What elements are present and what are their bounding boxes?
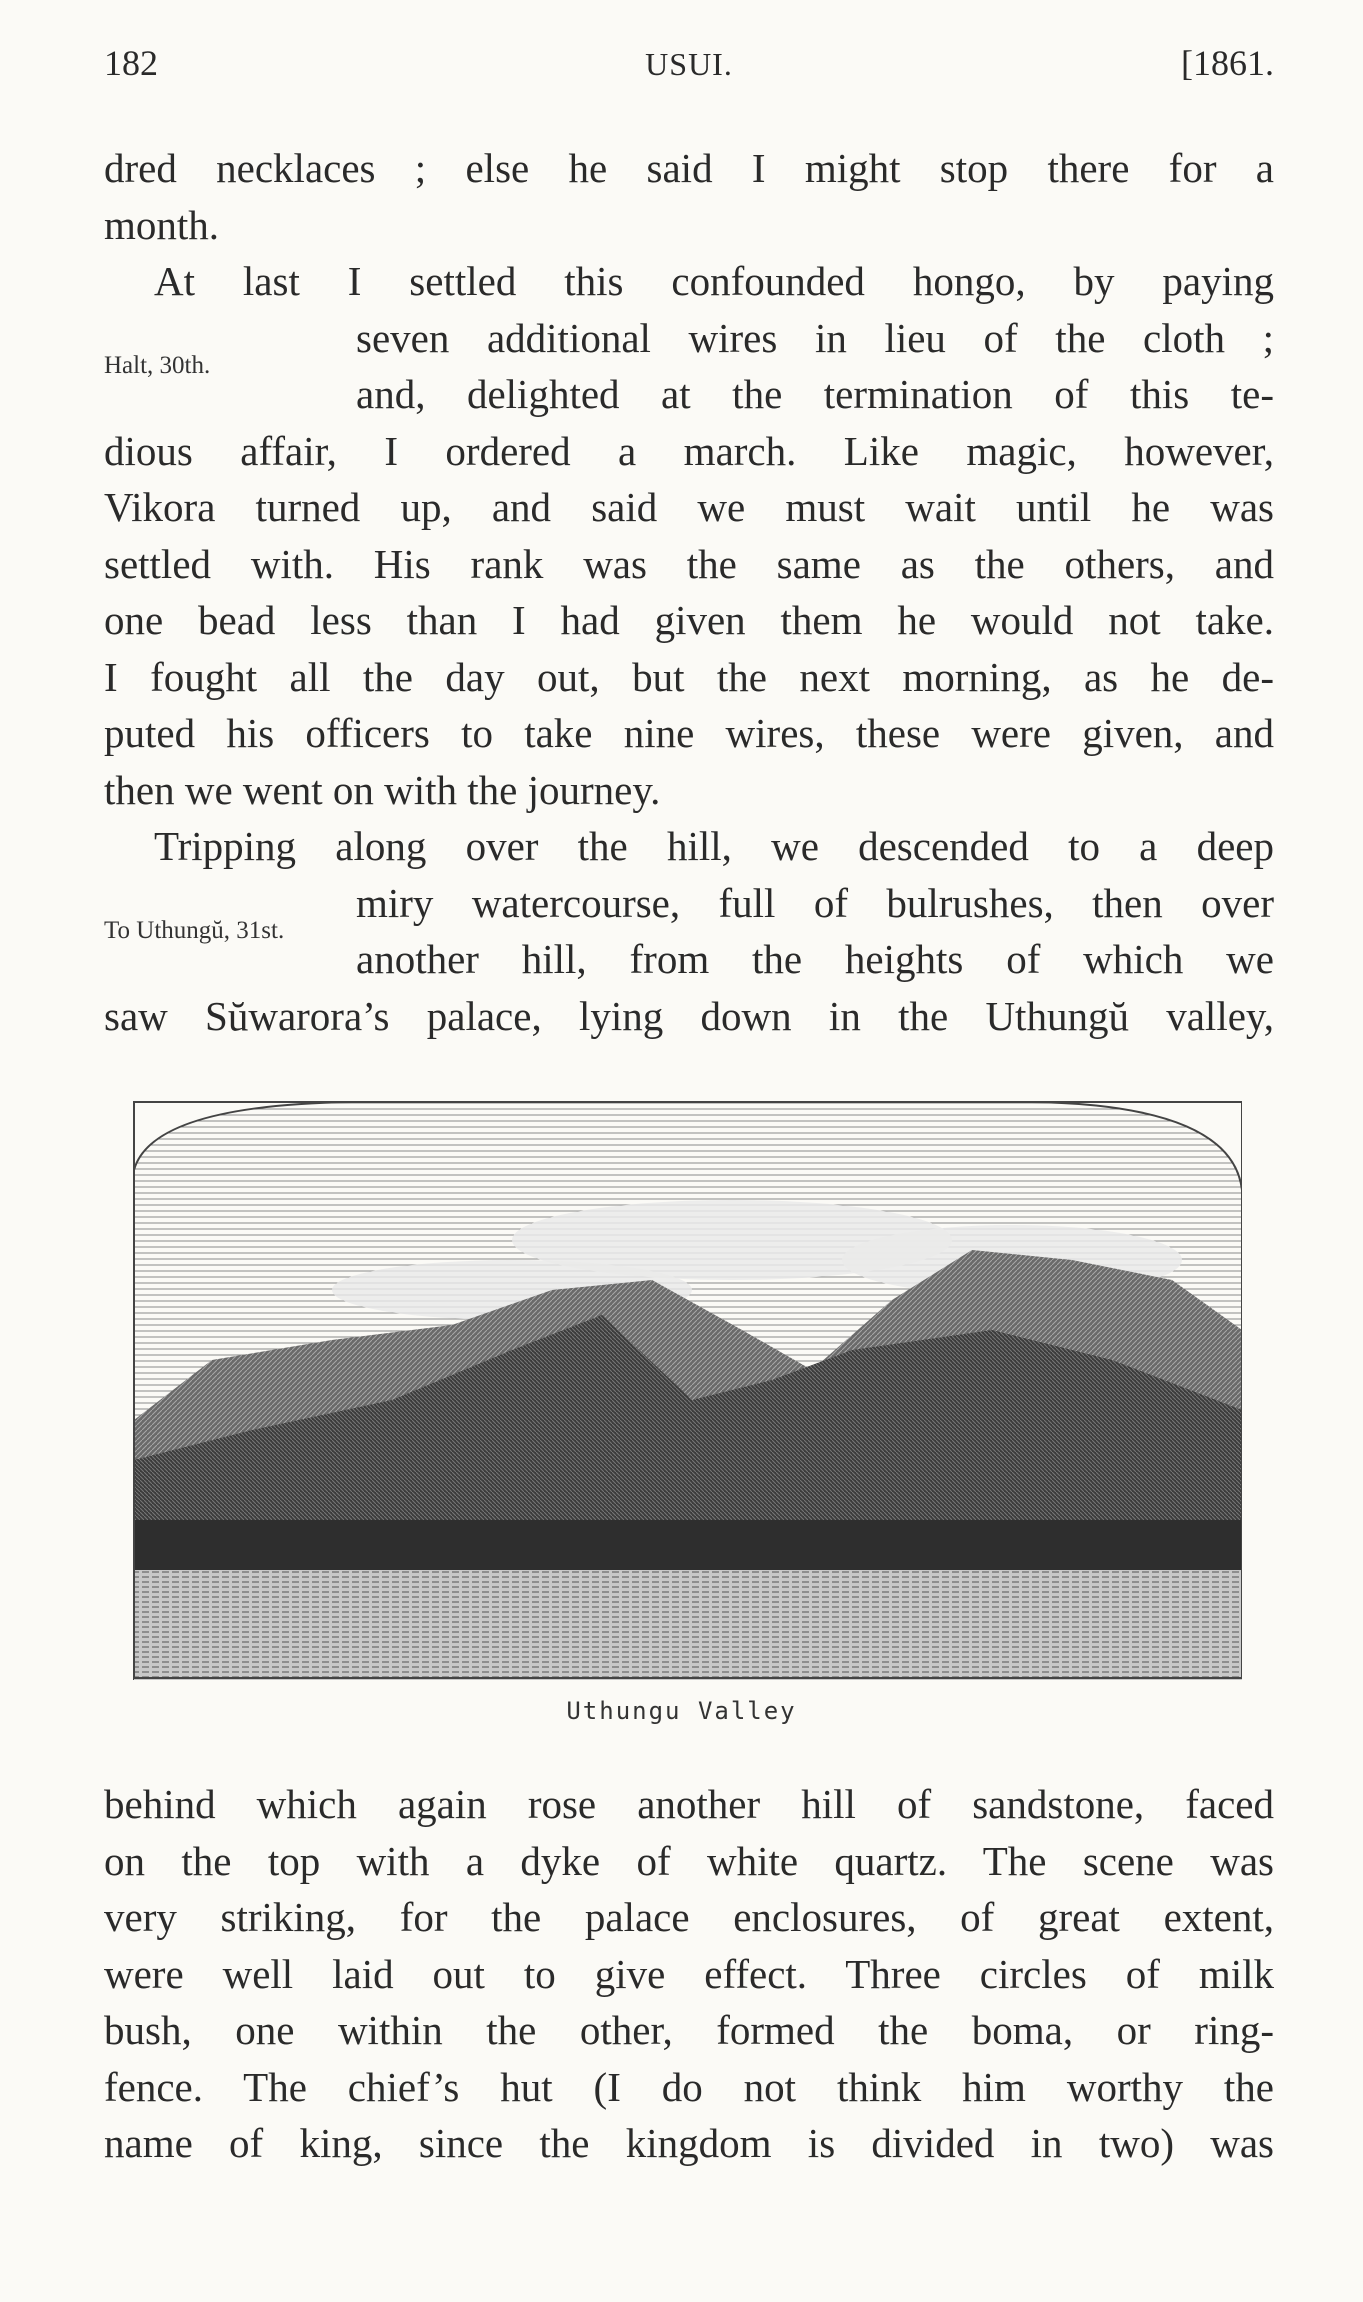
text-line: At last I settled this confounded hongo, by paying <box>154 258 1274 304</box>
page-number: 182 <box>104 43 158 83</box>
margin-note-uthungu: To Uthungŭ, 31st. <box>104 917 285 944</box>
text-line: puted his officers to take nine wires, these were given, and <box>104 710 1274 756</box>
text-line: I fought all the day out, but the next morning, as he de- <box>104 653 1274 700</box>
text-line: miry watercourse, full of bulrushes, then over <box>356 879 1274 926</box>
text-line: dred necklaces ; else he said I might stop there for a <box>104 145 1274 191</box>
text-line: another hill, from the heights of which we <box>356 936 1274 982</box>
running-header <box>104 42 1274 102</box>
text-line: name of king, since the kingdom is divided in two) was <box>104 2120 1274 2166</box>
illustration-caption: Uthungu Valley <box>566 1697 797 1725</box>
text-line: one bead less than I had given them he would not take. <box>104 597 1274 643</box>
paragraph-4 <box>104 1776 1274 2172</box>
paragraph-2 <box>104 253 1274 818</box>
text-line: and, delighted at the termination of this te- <box>356 371 1274 417</box>
running-title: USUI. <box>645 46 733 82</box>
margin-note-halt: Halt, 30th. <box>104 352 211 379</box>
paragraph-1 <box>104 140 1274 253</box>
text-line: behind which again rose another hill of sandstone, faced <box>104 1781 1274 1827</box>
text-line: then we went on with the journey. <box>104 766 661 813</box>
valley-engraving <box>132 1100 1242 1680</box>
text-line: bush, one within the other, formed the boma, or ring- <box>104 2007 1274 2053</box>
text-line: seven additional wires in lieu of the cloth ; <box>356 314 1274 361</box>
text-line: dious affair, I ordered a march. Like magic, however, <box>104 427 1274 474</box>
text-line: saw Sŭwarora’s palace, lying down in the Uthungŭ valley, <box>104 992 1274 1039</box>
text-line: settled with. His rank was the same as the others, and <box>104 540 1274 587</box>
text-line: very striking, for the palace enclosures, of great extent, <box>104 1894 1274 1940</box>
text-line: were well laid out to give effect. Three circles of milk <box>104 1950 1274 1997</box>
header-year: [1861. <box>1181 43 1274 83</box>
text-line: Tripping along over the hill, we descended to a deep <box>154 823 1274 869</box>
text-line: month. <box>104 201 220 248</box>
text-line: fence. The chief’s hut (I do not think him worthy the <box>104 2063 1274 2110</box>
text-line: on the top with a dyke of white quartz. The scene was <box>104 1837 1274 1884</box>
text-line: Vikora turned up, and said we must wait until he was <box>104 484 1274 530</box>
